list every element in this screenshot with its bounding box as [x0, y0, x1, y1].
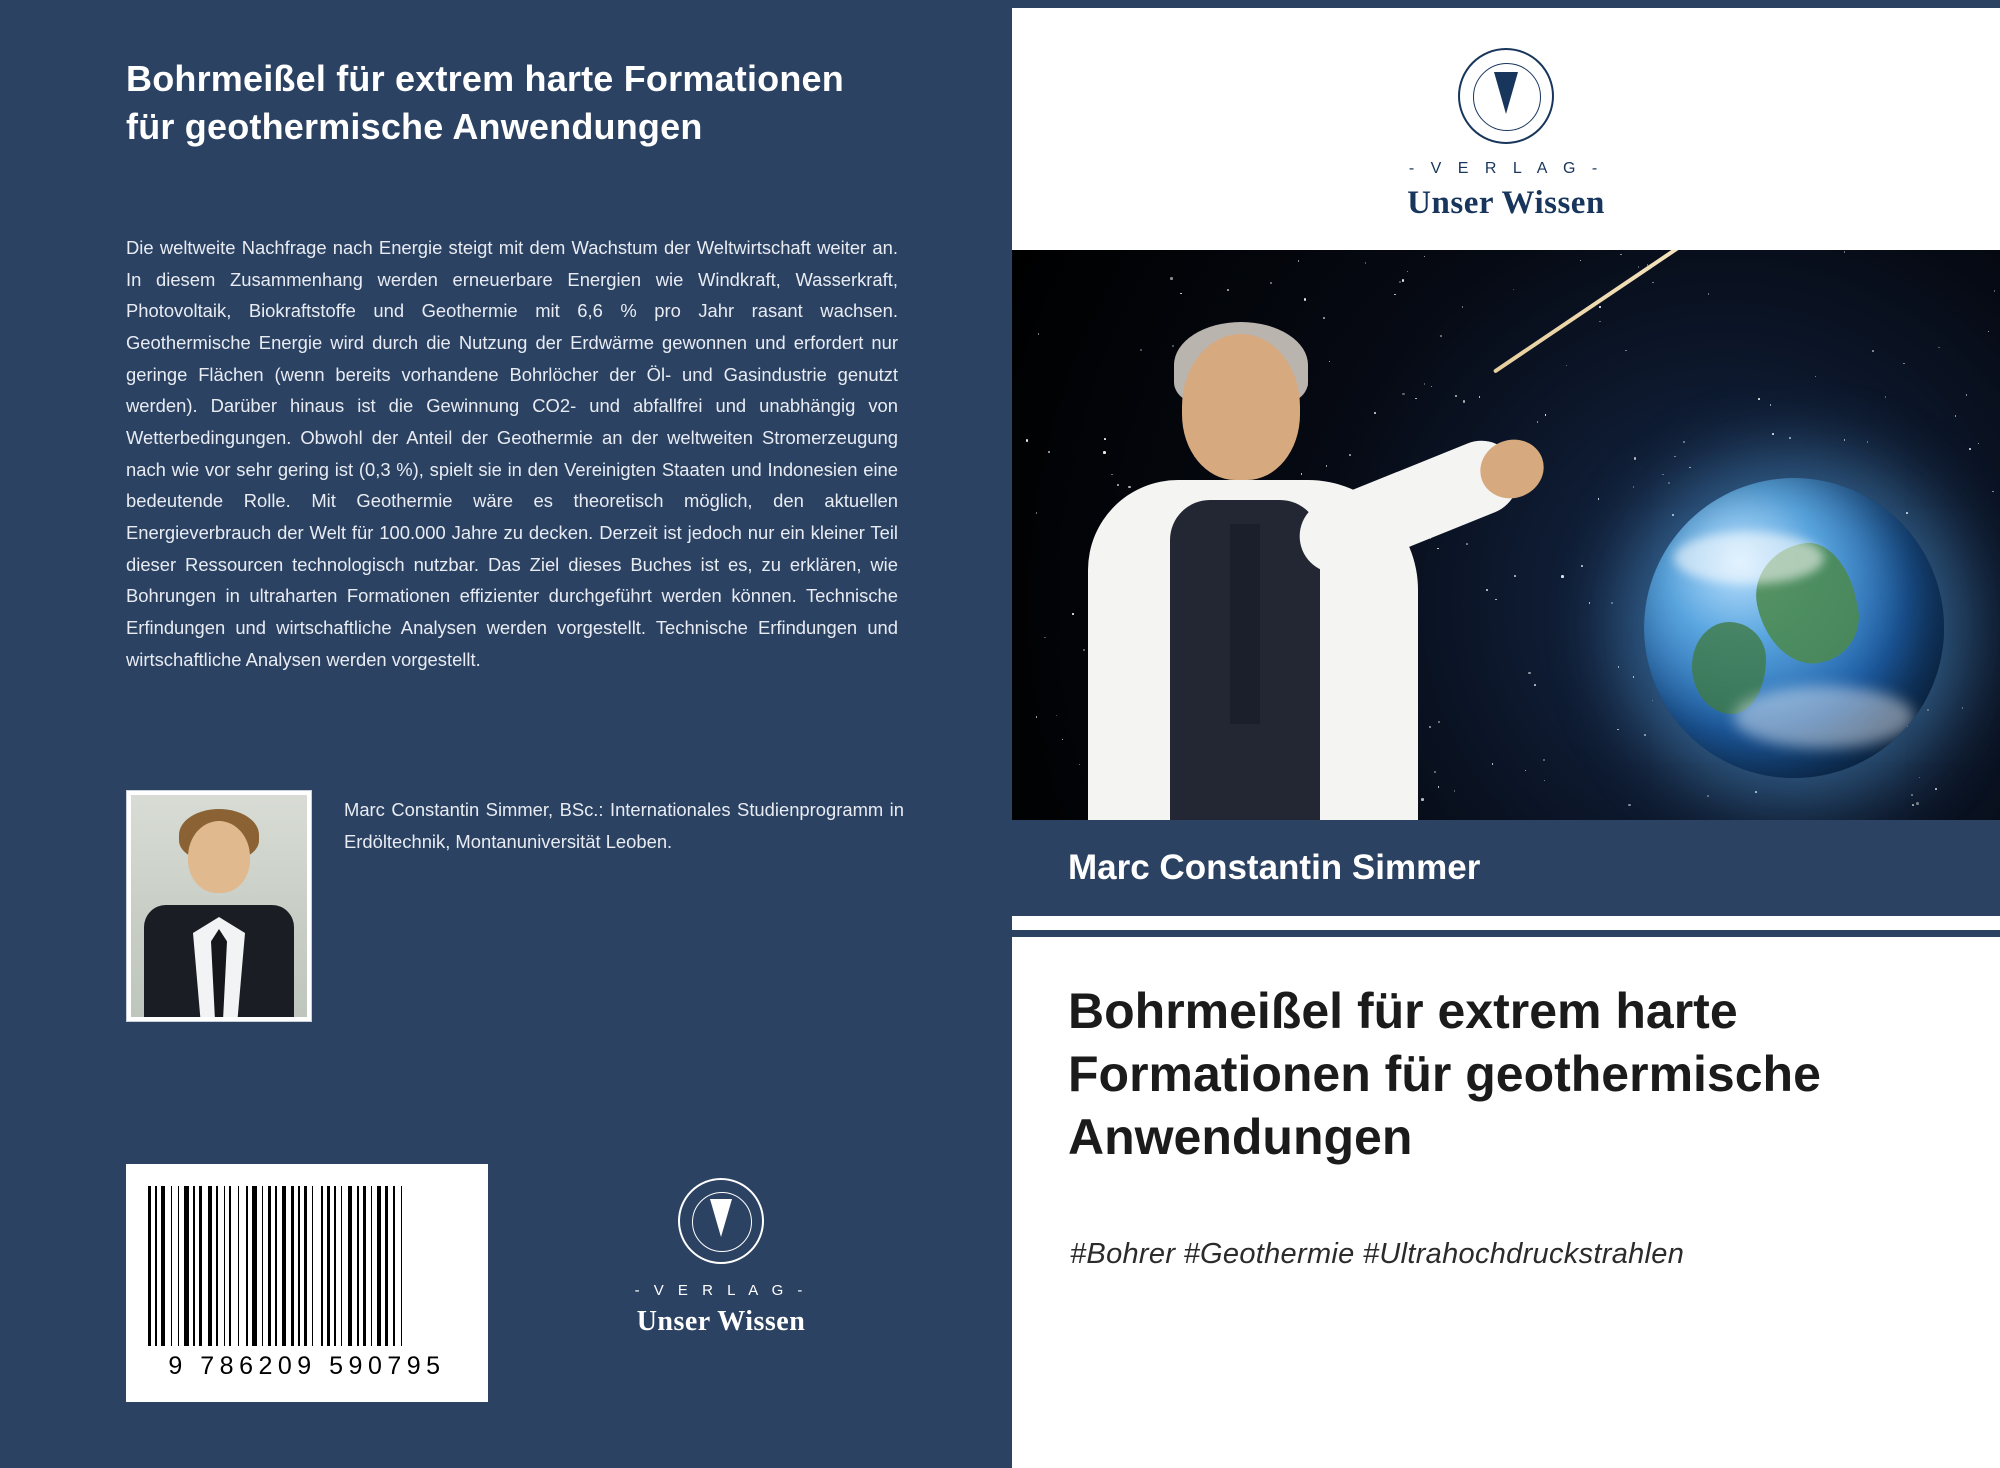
front-author-name: Marc Constantin Simmer — [1068, 848, 1481, 887]
portrait-head — [188, 821, 250, 893]
front-cover-divider — [1012, 930, 2000, 937]
publisher-verlag-label-front: - V E R L A G - — [1408, 160, 1604, 177]
front-cover-title: Bohrmeißel für extrem harte Formationen für geothermische Anwendungen — [1068, 983, 1821, 1165]
publisher-name-front: Unser Wissen — [1407, 185, 1605, 221]
earth-cloud — [1674, 532, 1824, 584]
publisher-emblem-icon — [678, 1178, 764, 1264]
back-cover-panel — [0, 0, 990, 1468]
earth-globe-graphic — [1644, 478, 1944, 778]
back-cover-title: Bohrmeißel für extrem harte Formationen für geothermische Anwendungen — [126, 58, 844, 148]
author-portrait-illustration — [131, 795, 307, 1017]
pen-nib-icon — [710, 1199, 732, 1237]
earth-cloud — [1734, 686, 1914, 748]
publisher-verlag-label: - V E R L A G - — [634, 1282, 808, 1299]
front-cover-tags: #Bohrer #Geothermie #Ultrahochdruckstrahlen — [1070, 1238, 1685, 1270]
publisher-logo-front — [1012, 48, 2000, 222]
front-cover-panel — [1012, 0, 2000, 1468]
cover-hero-image — [1012, 250, 2000, 820]
front-cover-top-rule — [1012, 0, 2000, 8]
back-cover-blurb: Die weltweite Nachfrage nach Energie steigt mit dem Wachstum der Weltwirtschaft weiter an. In diesem Zusammenhang werden erneuerbare Energien wie Windkraft, Wasserkraft, Photovoltaik, Biokraftstoffe und Geothermie mit 6,6 % pro Jahr rasant wachsen. Geothermische Energie wird durch die Nutzung der Erdwärme gewonnen und erfordert nur geringe Flächen (wenn bereits vorhandene Bohrlöcher der Öl- und Gasindustrie genutzt werden). Darüber hinaus ist die Gewinnung CO2- und abfallfrei und unabhängig von Wetterbedingungen. Obwohl der Anteil der Geothermie an der weltweiten Stromerzeugung nach wie vor sehr gering ist (0,3 %), spielt sie in den Vereinigten Staaten und Indonesien eine bedeutende Rolle. Mit Geothermie wäre es theoretisch möglich, den aktuellen Energieverbrauch der Welt für 100.000 Jahre zu decken. Derzeit ist jedoch nur ein kleiner Teil dieser Ressourcen technologisch nutzbar. Das Ziel dieses Buches ist es, zu erklären, wie Bohrungen in ultraharten Formationen effizienter durchgeführt werden können. Technische Erfindungen und wirtschaftliche Analysen werden vorgestellt. Technische Erfindungen und wirtschaftliche Analysen werden vorgestellt. — [126, 237, 898, 670]
back-cover-content — [126, 0, 916, 1468]
front-author-band — [1012, 820, 2000, 916]
presenter-tie — [1230, 524, 1260, 724]
publisher-emblem-icon — [1458, 48, 1554, 144]
barcode — [126, 1164, 488, 1402]
publisher-name-back: Unser Wissen — [636, 1306, 806, 1337]
barcode-bars — [148, 1186, 466, 1346]
book-spine — [990, 0, 1012, 1468]
barcode-number: 9 786209 590795 — [168, 1352, 446, 1380]
pen-nib-icon — [1494, 72, 1518, 114]
author-bio-text: Marc Constantin Simmer, BSc.: Internationales Studienprogramm in Erdöltechnik, Montanuniversität Leoben. — [344, 799, 904, 852]
presenter-head — [1182, 334, 1300, 480]
author-photo — [126, 790, 312, 1022]
presenter-figure — [1064, 310, 1484, 820]
pointer-stick — [1493, 250, 1694, 374]
publisher-logo-back — [606, 1178, 836, 1338]
